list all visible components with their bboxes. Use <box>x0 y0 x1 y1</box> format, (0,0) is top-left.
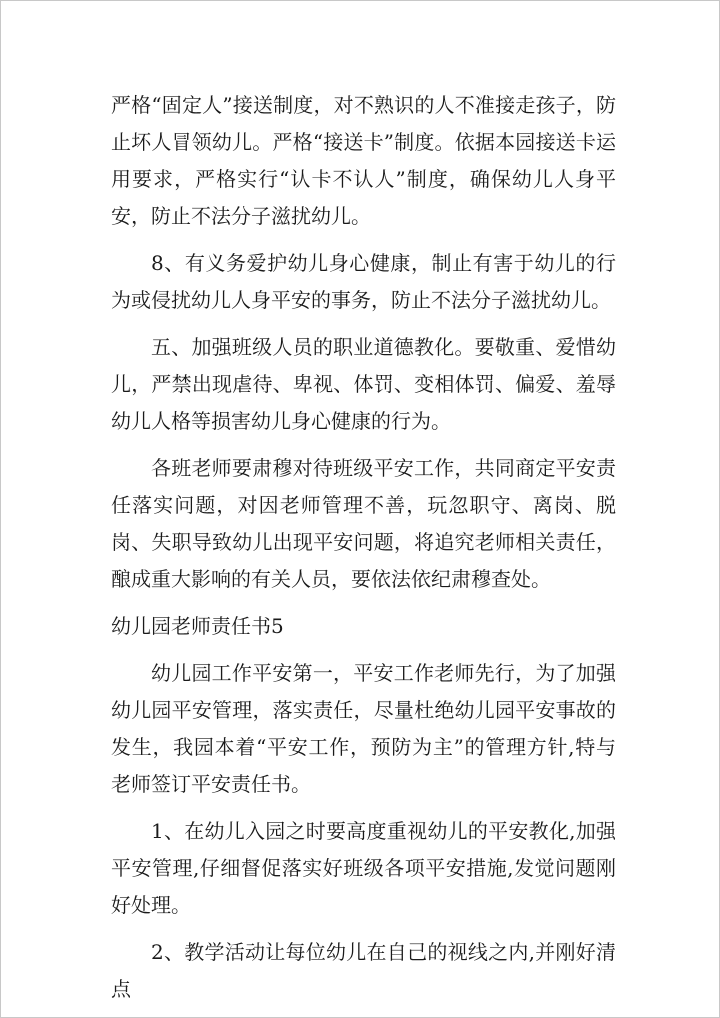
paragraph-responsibility: 各班老师要肃穆对待班级平安工作，共同商定平安责任落实问题，对因老师管理不善，玩忽职守、离岗、脱岗、失职导致幼儿出现平安问题，将追究老师相关责任，酿成重大影响的有关人员，要依法依纪肃穆查处。 <box>111 456 616 591</box>
paragraph-item-2: 2、教学活动让每位幼儿在自己的视线之内,并刚好清点 <box>111 940 616 1001</box>
paragraph-intro: 幼儿园工作平安第一，平安工作老师先行，为了加强幼儿园平安管理，落实责任，尽量杜绝幼儿园平安事故的发生，我园本着“平安工作，预防为主”的管理方针,特与老师签订平安责任书。 <box>111 661 616 796</box>
section-heading: 幼儿园老师责任书5 <box>111 614 284 638</box>
document-body <box>111 87 616 1018</box>
paragraph-section-5: 五、加强班级人员的职业道德教化。要敬重、爱惜幼儿，严禁出现虐待、卑视、体罚、变相体罚、偏爱、羞辱幼儿人格等损害幼儿身心健康的行为。 <box>111 335 616 433</box>
paragraph-item-8: 8、有义务爱护幼儿身心健康，制止有害于幼儿的行为或侵扰幼儿人身平安的事务，防止不法分子滋扰幼儿。 <box>111 251 616 312</box>
paragraph-pickup-rules: 严格“固定人”接送制度，对不熟识的人不准接走孩子，防止坏人冒领幼儿。严格“接送卡”制度。依据本园接送卡运用要求，严格实行“认卡不认人”制度，确保幼儿人身平安，防止不法分子滋扰幼儿。 <box>111 93 616 228</box>
paragraph-item-1: 1、在幼儿入园之时要高度重视幼儿的平安教化,加强平安管理,仔细督促落实好班级各项平安措施,发觉问题刚好处理。 <box>111 819 616 917</box>
